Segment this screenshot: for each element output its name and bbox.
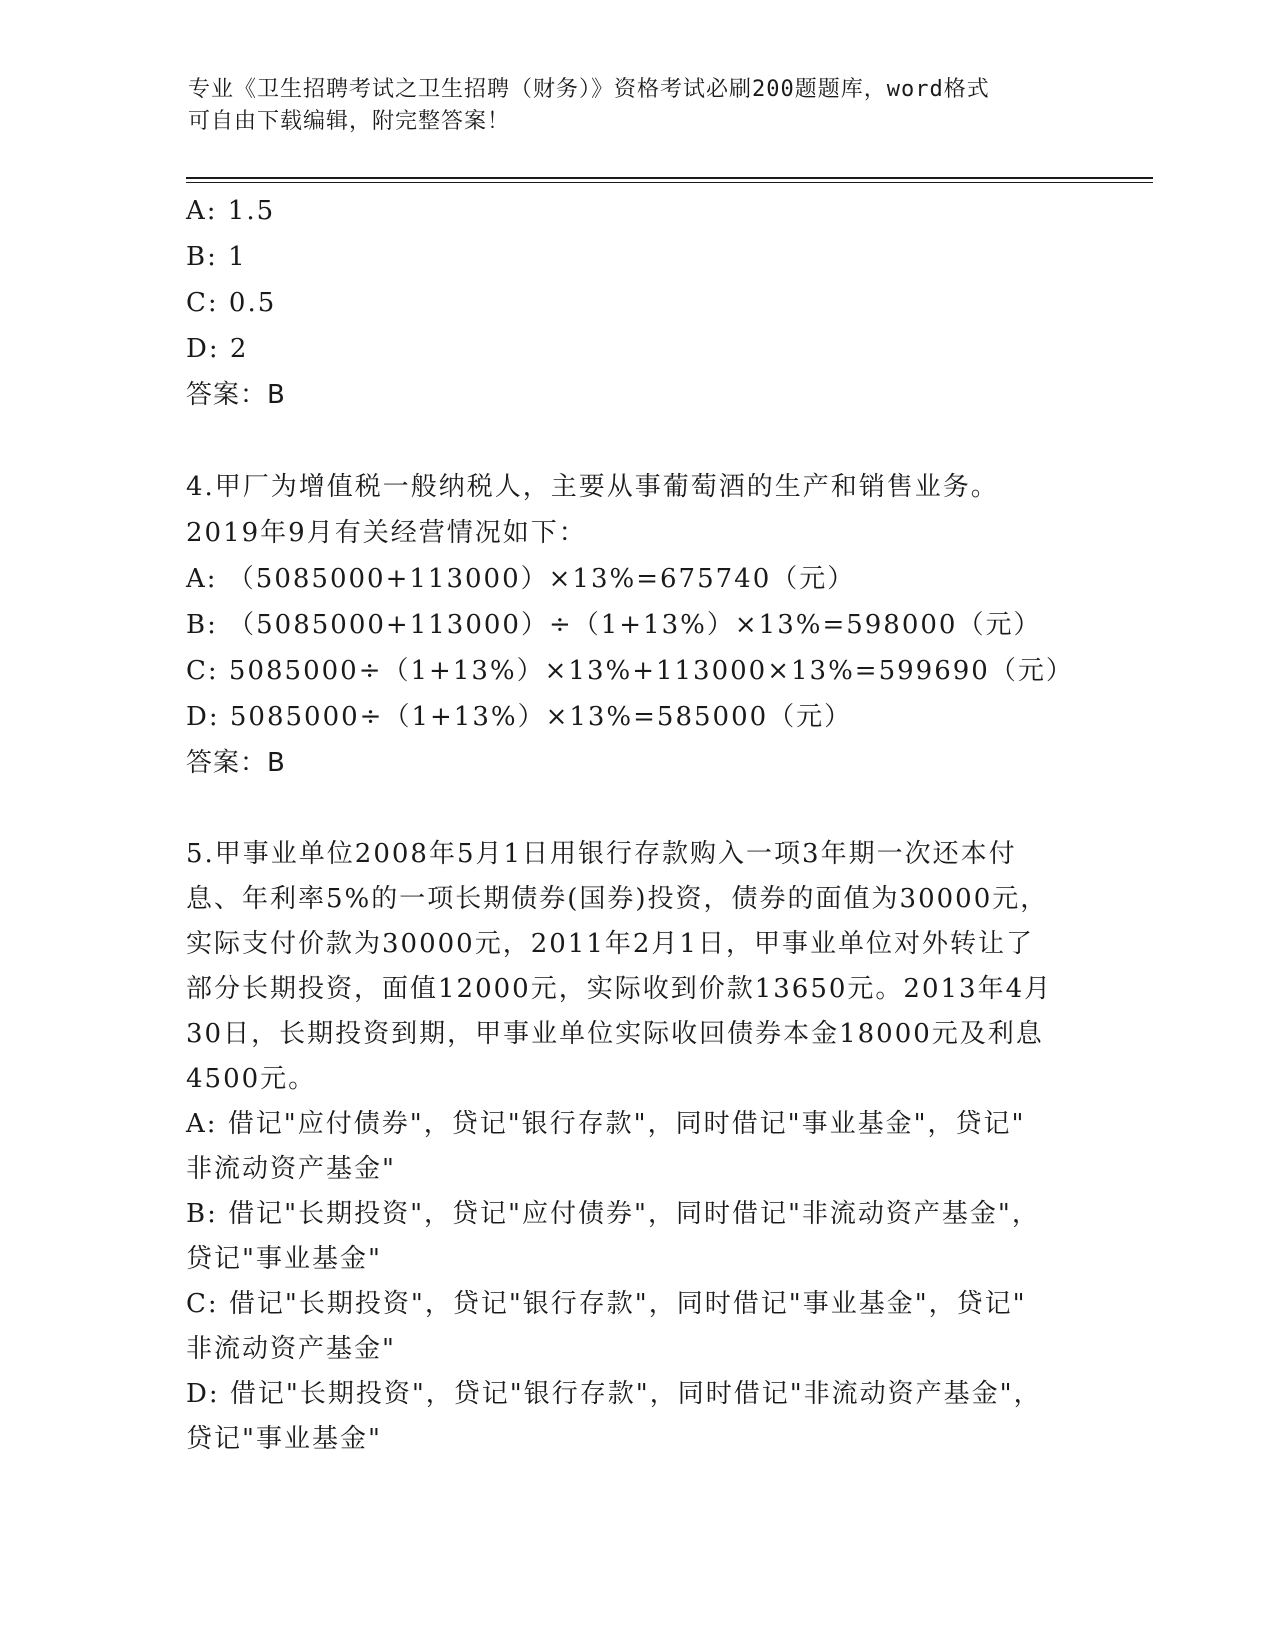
question-5-option-b-line-2: 贷记"事业基金" xyxy=(186,1244,382,1274)
spacer xyxy=(186,418,1086,464)
question-5-stem-line-1: 5.甲事业单位2008年5月1日用银行存款购入一项3年期一次还本付 xyxy=(186,839,1017,869)
spacer xyxy=(186,786,1086,832)
question-4-answer: 答案：B xyxy=(186,748,286,778)
question-5-option-b-line-1: B: 借记"长期投资"，贷记"应付债券"，同时借记"非流动资产基金"， xyxy=(186,1199,1040,1229)
question-4-option-c: C: 5085000÷（1+13%）×13%+113000×13%=599690（元） xyxy=(186,656,1074,686)
question-3-answer: 答案：B xyxy=(186,380,286,410)
question-5-stem-line-4: 部分长期投资，面值12000元，实际收到价款13650元。2013年4月 xyxy=(186,974,1053,1004)
question-5-option-c-line-1: C: 借记"长期投资"，贷记"银行存款"，同时借记"事业基金"，贷记" xyxy=(186,1289,1027,1319)
question-4 xyxy=(186,464,1086,740)
header-divider-thick xyxy=(186,177,1153,179)
question-3-option-d: D: 2 xyxy=(186,334,249,364)
question-3-option-b: B: 1 xyxy=(186,242,247,272)
question-3-options xyxy=(186,188,1086,372)
question-5-option-a-line-1: A: 借记"应付债券"，贷记"银行存款"，同时借记"事业基金"，贷记" xyxy=(186,1109,1026,1139)
header-divider-thin xyxy=(186,182,1153,183)
page-header xyxy=(188,74,1088,138)
document-body xyxy=(186,188,1086,1462)
question-4-option-d: D: 5085000÷（1+13%）×13%=585000（元） xyxy=(186,702,853,732)
question-5-option-d-line-1: D: 借记"长期投资"，贷记"银行存款"，同时借记"非流动资产基金"， xyxy=(186,1379,1042,1409)
question-4-stem-line-2: 2019年9月有关经营情况如下： xyxy=(186,518,587,548)
question-5 xyxy=(186,832,1086,1462)
question-4-stem-line-1: 4.甲厂为增值税一般纳税人，主要从事葡萄酒的生产和销售业务。 xyxy=(186,472,999,502)
header-title-line-1: 专业《卫生招聘考试之卫生招聘（财务）》资格考试必刷200题题库，word格式 xyxy=(188,77,990,102)
question-5-option-c-line-2: 非流动资产基金" xyxy=(186,1334,396,1364)
question-5-stem-line-6: 4500元。 xyxy=(186,1064,317,1094)
question-5-stem-line-2: 息、年利率5%的一项长期债券(国券)投资，债券的面值为30000元， xyxy=(186,884,1049,914)
question-5-option-a-line-2: 非流动资产基金" xyxy=(186,1154,396,1184)
question-3-option-c: C: 0.5 xyxy=(186,288,277,318)
question-3-option-a: A: 1.5 xyxy=(186,196,276,226)
header-title-line-2: 可自由下载编辑，附完整答案！ xyxy=(188,109,511,134)
question-5-stem-line-3: 实际支付价款为30000元，2011年2月1日，甲事业单位对外转让了 xyxy=(186,929,1034,959)
question-5-stem-line-5: 30日，长期投资到期，甲事业单位实际收回债券本金18000元及利息 xyxy=(186,1019,1044,1049)
question-4-option-b: B: （5085000+113000）÷（1+13%）×13%=598000（元） xyxy=(186,610,1042,640)
question-4-option-a: A: （5085000+113000）×13%=675740（元） xyxy=(186,564,856,594)
question-5-option-d-line-2: 贷记"事业基金" xyxy=(186,1424,382,1454)
